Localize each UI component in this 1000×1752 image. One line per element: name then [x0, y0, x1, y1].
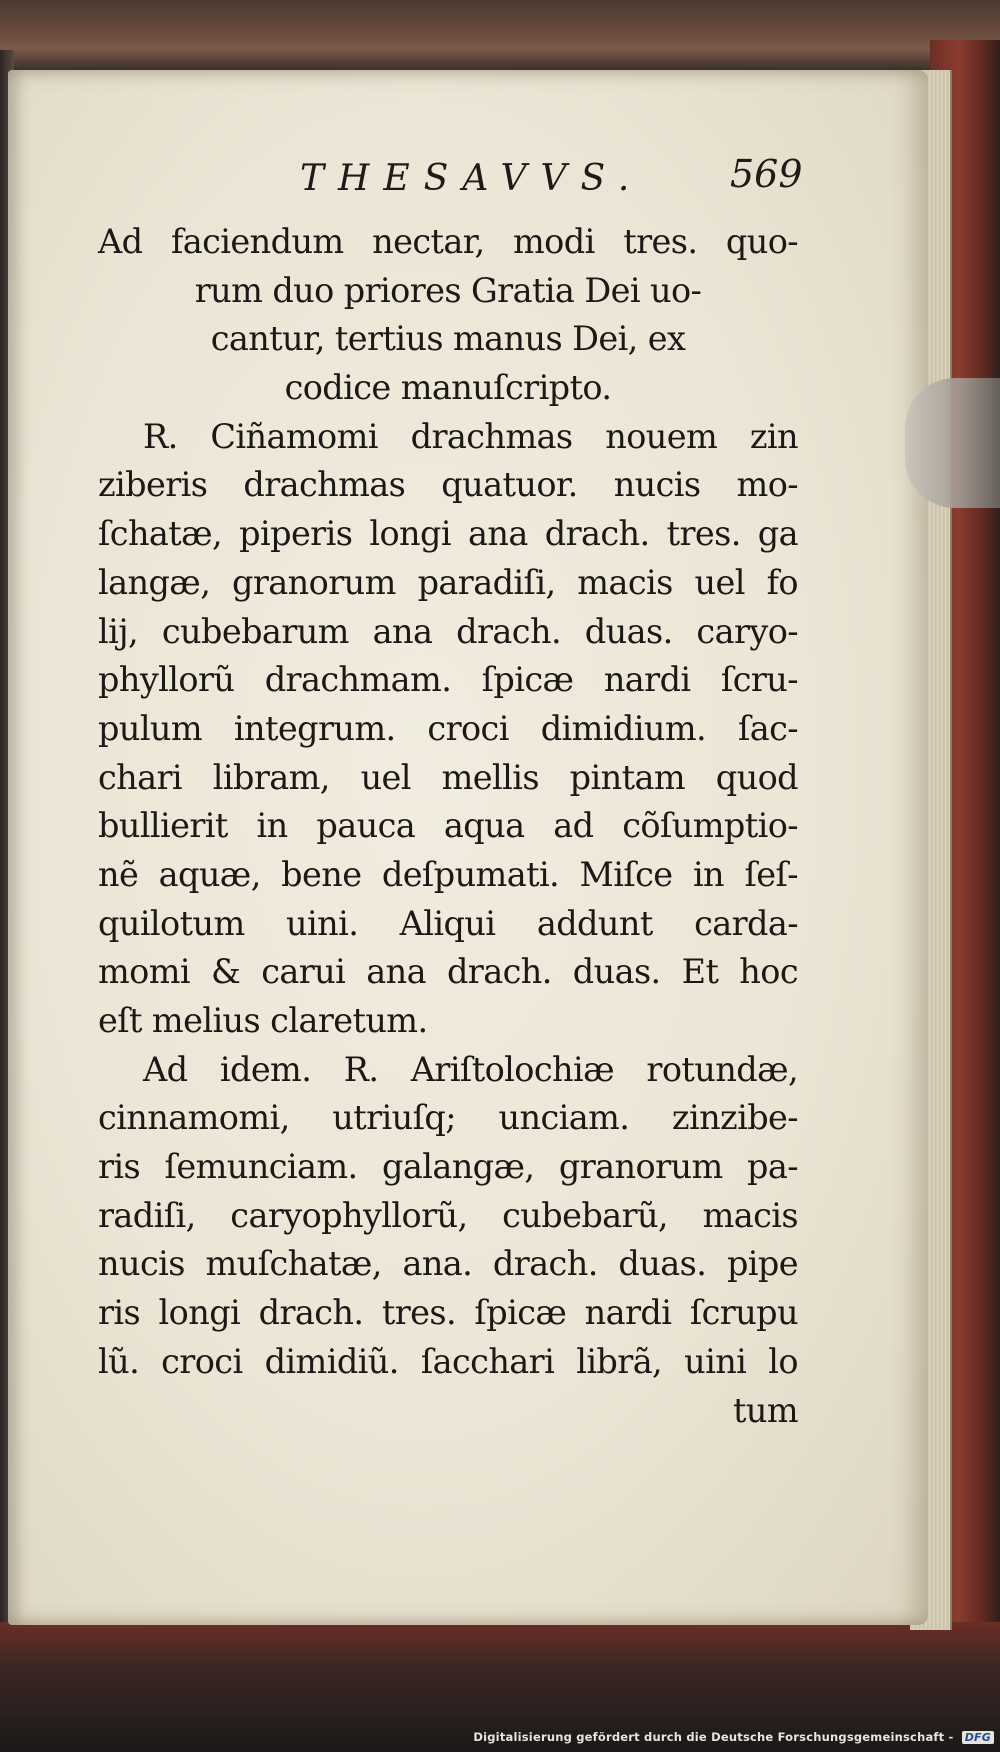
text-line: pulum integrum. croci dimidium. ſac-	[98, 708, 798, 748]
text-line: quilotum uini. Aliqui addunt carda-	[98, 903, 798, 943]
text-line: cinnamomi, utriuſq; unciam. zinzibe-	[98, 1098, 798, 1138]
text-line: codice manuſcripto.	[284, 368, 612, 408]
text-line: chari libram, uel mellis pintam quod	[98, 757, 798, 797]
text-line: ris longi drach. tres. ſpicæ nardi ſcrupu	[98, 1293, 798, 1333]
page-header	[290, 152, 810, 208]
text-line: momi & carui ana drach. duas. Et hoc	[98, 952, 798, 992]
credit-text: Digitalisierung gefördert durch die Deutsche Forschungsgemeinschaft -	[473, 1730, 954, 1744]
text-line: nucis muſchatæ, ana. drach. duas. pipe	[98, 1244, 798, 1284]
text-line: nẽ aquæ, bene deſpumati. Miſce in ſeſ-	[98, 854, 798, 894]
text-line: ſchatæ, piperis longi ana drach. tres. ga	[98, 514, 798, 554]
text-line: langæ, granorum paradiſi, macis uel fo	[98, 562, 798, 602]
page-number: 569	[730, 152, 803, 196]
text-block	[98, 218, 798, 1435]
text-line: phyllorũ drachmam. ſpicæ nardi ſcru-	[98, 660, 798, 700]
text-line: rum duo priores Gratia Dei uo-	[194, 270, 702, 310]
digitization-credit	[473, 1730, 994, 1744]
text-line: cantur, tertius manus Dei, ex	[210, 319, 686, 359]
text-line: eſt melius claretum.	[98, 1001, 428, 1040]
dfg-logo: DFG	[962, 1731, 994, 1744]
text-line: bullierit in pauca aqua ad cõſumptio-	[98, 806, 798, 846]
text-line: Ad faciendum nectar, modi tres. quo-	[98, 222, 798, 261]
page-clip-tab	[905, 378, 1000, 508]
book-cover-top	[0, 0, 1000, 70]
text-line: lũ. croci dimidiũ. ſacchari librã, uini lo	[98, 1341, 798, 1381]
text-line: R. Ciñamomi drachmas nouem zin	[143, 416, 798, 456]
text-line: radiſi, caryophyllorũ, cubebarũ, macis	[98, 1195, 798, 1235]
catchword: tum	[732, 1390, 798, 1430]
text-line: lij, cubebarum ana drach. duas. caryo-	[98, 611, 798, 651]
running-title: THESAVVS.	[300, 158, 644, 199]
text-line: ziberis drachmas quatuor. nucis mo-	[98, 465, 798, 505]
text-line: Ad idem. R. Ariſtolochiæ rotundæ,	[143, 1049, 798, 1089]
text-line: ris ſemunciam. galangæ, granorum pa-	[98, 1147, 798, 1187]
